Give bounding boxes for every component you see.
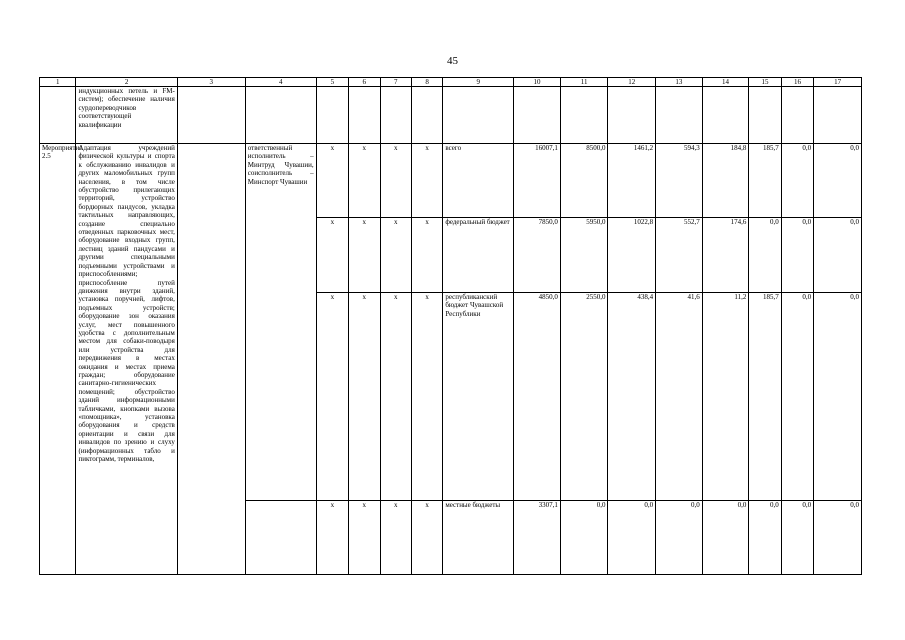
header-cell: 5 <box>316 78 348 87</box>
page-number: 45 <box>447 55 458 67</box>
header-cell: 7 <box>380 78 411 87</box>
table-row: Мероприятие 2.5 Адаптация учреждений физической культуры и спорта к обслуживанию инвалидов и других маломобильных групп населения, в том числе обустройство прилегающих территорий, устройство бордюрных пандусов, укладка тактильных направляющих, создание специально отведенных парковочных мест, оборудование входных групп, лестниц зданий пандусами и другими специальными подъемными устройствами и приспособлениями; приспособление путей движения внутри зданий, установка поручней, лифтов, подъемных устройств; оборудование зон оказания услуг, мест повышенного удобства с дополнительным местом для собаки-поводыря или устройства для передвижения в местах ожидания и местах приема граждан; оборудование санитарно-гигиенических помещений; обустройство зданий информационными табличками, кнопками вызова «помощника», установка оборудования и средств ориентации и связи для инвалидов по зрению и слуху (информационных табло и пиктограмм, терминалов, ответственный исполнитель – Минтруд Чувашии, соисполнитель – Минспорт Чувашии x x x x всего 16007,1 8500,0 1461,2 594,3 184,8 185,7 0,0 0,0 <box>40 144 862 218</box>
table-row: x x x x местные бюджеты 3307,1 0,0 0,0 0,0 0,0 0,0 0,0 0,0 <box>40 500 862 574</box>
header-cell: 10 <box>514 78 561 87</box>
activity-description: Адаптация учреждений физической культуры и спорта к обслуживанию инвалидов и других маломобильных групп населения, в том числе обустройство прилегающих территорий, устройство бордюрных пандусов, укладка тактильных направляющих, создание специально отведенных парковочных мест, оборудование входных групп, лестниц зданий пандусами и другими специальными подъемными устройствами и приспособлениями; приспособление путей движения внутри зданий, установка поручней, лифтов, подъемных устройств; оборудование зон оказания услуг, мест повышенного удобства с дополнительным местом для собаки-поводыря или устройства для передвижения в местах ожидания и местах приема граждан; оборудование санитарно-гигиенических помещений; обустройство зданий информационными табличками, кнопками вызова «помощника», установка оборудования и средств ориентации и связи для инвалидов по зрению и слуху (информационных табло и пиктограмм, терминалов, <box>76 144 177 575</box>
header-cell: 6 <box>349 78 380 87</box>
header-cell: 12 <box>608 78 656 87</box>
header-cell: 2 <box>76 78 177 87</box>
column-number-header <box>40 78 862 87</box>
header-cell: 4 <box>245 78 316 87</box>
header-cell: 13 <box>656 78 703 87</box>
header-cell: 8 <box>411 78 442 87</box>
table-row: x x x x федеральный бюджет 7850,0 5950,0 1022,8 552,7 174,6 0,0 0,0 0,0 <box>40 218 862 292</box>
header-cell: 11 <box>560 78 608 87</box>
funding-source: федеральный бюджет <box>443 218 514 292</box>
header-cell: 1 <box>40 78 76 87</box>
continuation-row <box>40 87 862 144</box>
budget-table <box>39 77 862 575</box>
header-cell: 17 <box>814 78 862 87</box>
table-row: x x x x республиканский бюджет Чувашской Республики 4850,0 2550,0 438,4 41,6 11,2 185,7 0,0 0,0 <box>40 292 862 500</box>
activity-code: Мероприятие 2.5 <box>40 144 76 575</box>
header-cell: 9 <box>443 78 514 87</box>
continuation-text: индукционных петель и FM-систем); обеспечение наличия сурдопереводчиков соответствующей квалификации <box>76 87 177 144</box>
funding-source: республиканский бюджет Чувашской Республики <box>443 292 514 500</box>
header-cell: 16 <box>781 78 813 87</box>
header-cell: 14 <box>702 78 749 87</box>
funding-source: всего <box>443 144 514 218</box>
funding-source: местные бюджеты <box>443 500 514 574</box>
header-cell: 15 <box>749 78 781 87</box>
header-cell: 3 <box>177 78 245 87</box>
activity-executor: ответственный исполнитель – Минтруд Чувашии, соисполнитель – Минспорт Чувашии <box>245 144 316 501</box>
